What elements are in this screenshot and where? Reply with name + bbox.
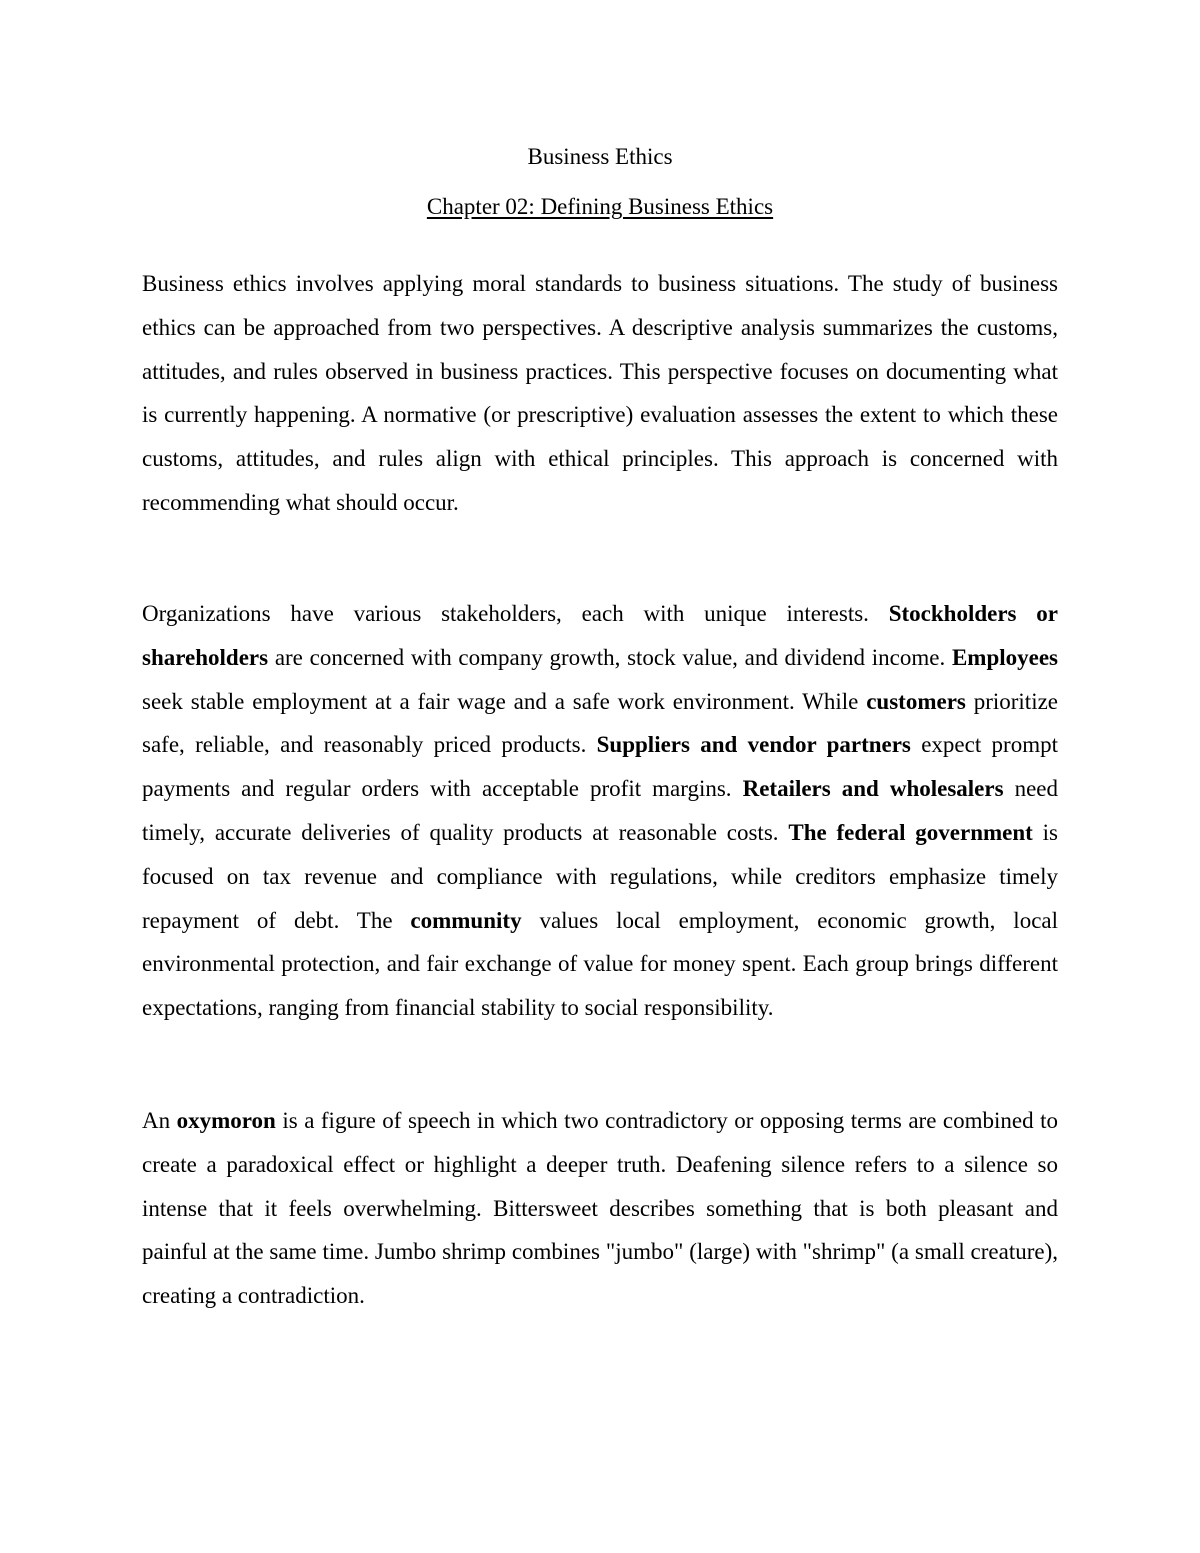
term-suppliers: Suppliers and vendor partners — [596, 732, 911, 758]
text-run: An — [142, 1108, 177, 1133]
term-oxymoron: oxymoron — [176, 1108, 276, 1133]
text-run: is a figure of speech in which two contradictory or opposing terms are combined to create a paradoxical effect or highlight a deeper truth. Deafening silence refers to a silence so intense that it feels overwhelming. Bittersweet describes something that is both pleasant and painful at the same time. Jumbo shrimp combines "jumbo" (large) with "shrimp" (a small creature), creating a contradiction. — [142, 1108, 1058, 1309]
text-run: expect prompt payments and regular orders with acceptable profit margins. — [142, 732, 1058, 802]
text-run: Organizations have various stakeholders, each with unique interests. — [142, 601, 889, 626]
text-run: seek stable employment at a fair wage and a safe work environment. While — [142, 688, 867, 714]
term-community: community — [410, 907, 522, 933]
term-employees: Employees — [951, 644, 1058, 670]
paragraph-oxymoron — [142, 1099, 1058, 1318]
term-stockholders: Stockholders or shareholders — [142, 601, 1058, 670]
text-run: prioritize safe, reliable, and reasonably priced products. — [142, 688, 1058, 758]
text-run: are concerned with company growth, stock value, and dividend income. — [268, 644, 952, 670]
term-customers: customers — [866, 688, 966, 714]
chapter-title — [0, 192, 1200, 222]
text-run: is focused on tax revenue and compliance with regulations, while creditors emphasize timely repayment of debt. The — [142, 819, 1059, 933]
document-title — [0, 142, 1200, 172]
document-title-text: Business Ethics — [527, 144, 673, 169]
term-federal-government: The federal government — [788, 819, 1033, 845]
paragraph-business-ethics-definition — [142, 262, 1058, 525]
text-run: need timely, accurate deliveries of quality products at reasonable costs. — [142, 776, 1059, 845]
term-retailers: Retailers and wholesalers — [742, 776, 1004, 802]
text-run: values local employment, economic growth, local environmental protection, and fair exchange of value for money spent. Each group brings different expectations, ranging from financial stability to social responsibility. — [142, 907, 1058, 1021]
paragraph-text: Business ethics involves applying moral standards to business situations. The study of business ethics can be approached from two perspectives. A descriptive analysis summarizes the customs, attitudes, and rules observed in business practices. This perspective focuses on documenting what is currently happening. A normative (or prescriptive) evaluation assesses the extent to which these customs, attitudes, and rules align with ethical principles. This approach is concerned with recommending what should occur. — [142, 271, 1058, 515]
chapter-title-text: Chapter 02: Defining Business Ethics — [426, 194, 774, 219]
paragraph-stakeholders — [142, 592, 1058, 1030]
